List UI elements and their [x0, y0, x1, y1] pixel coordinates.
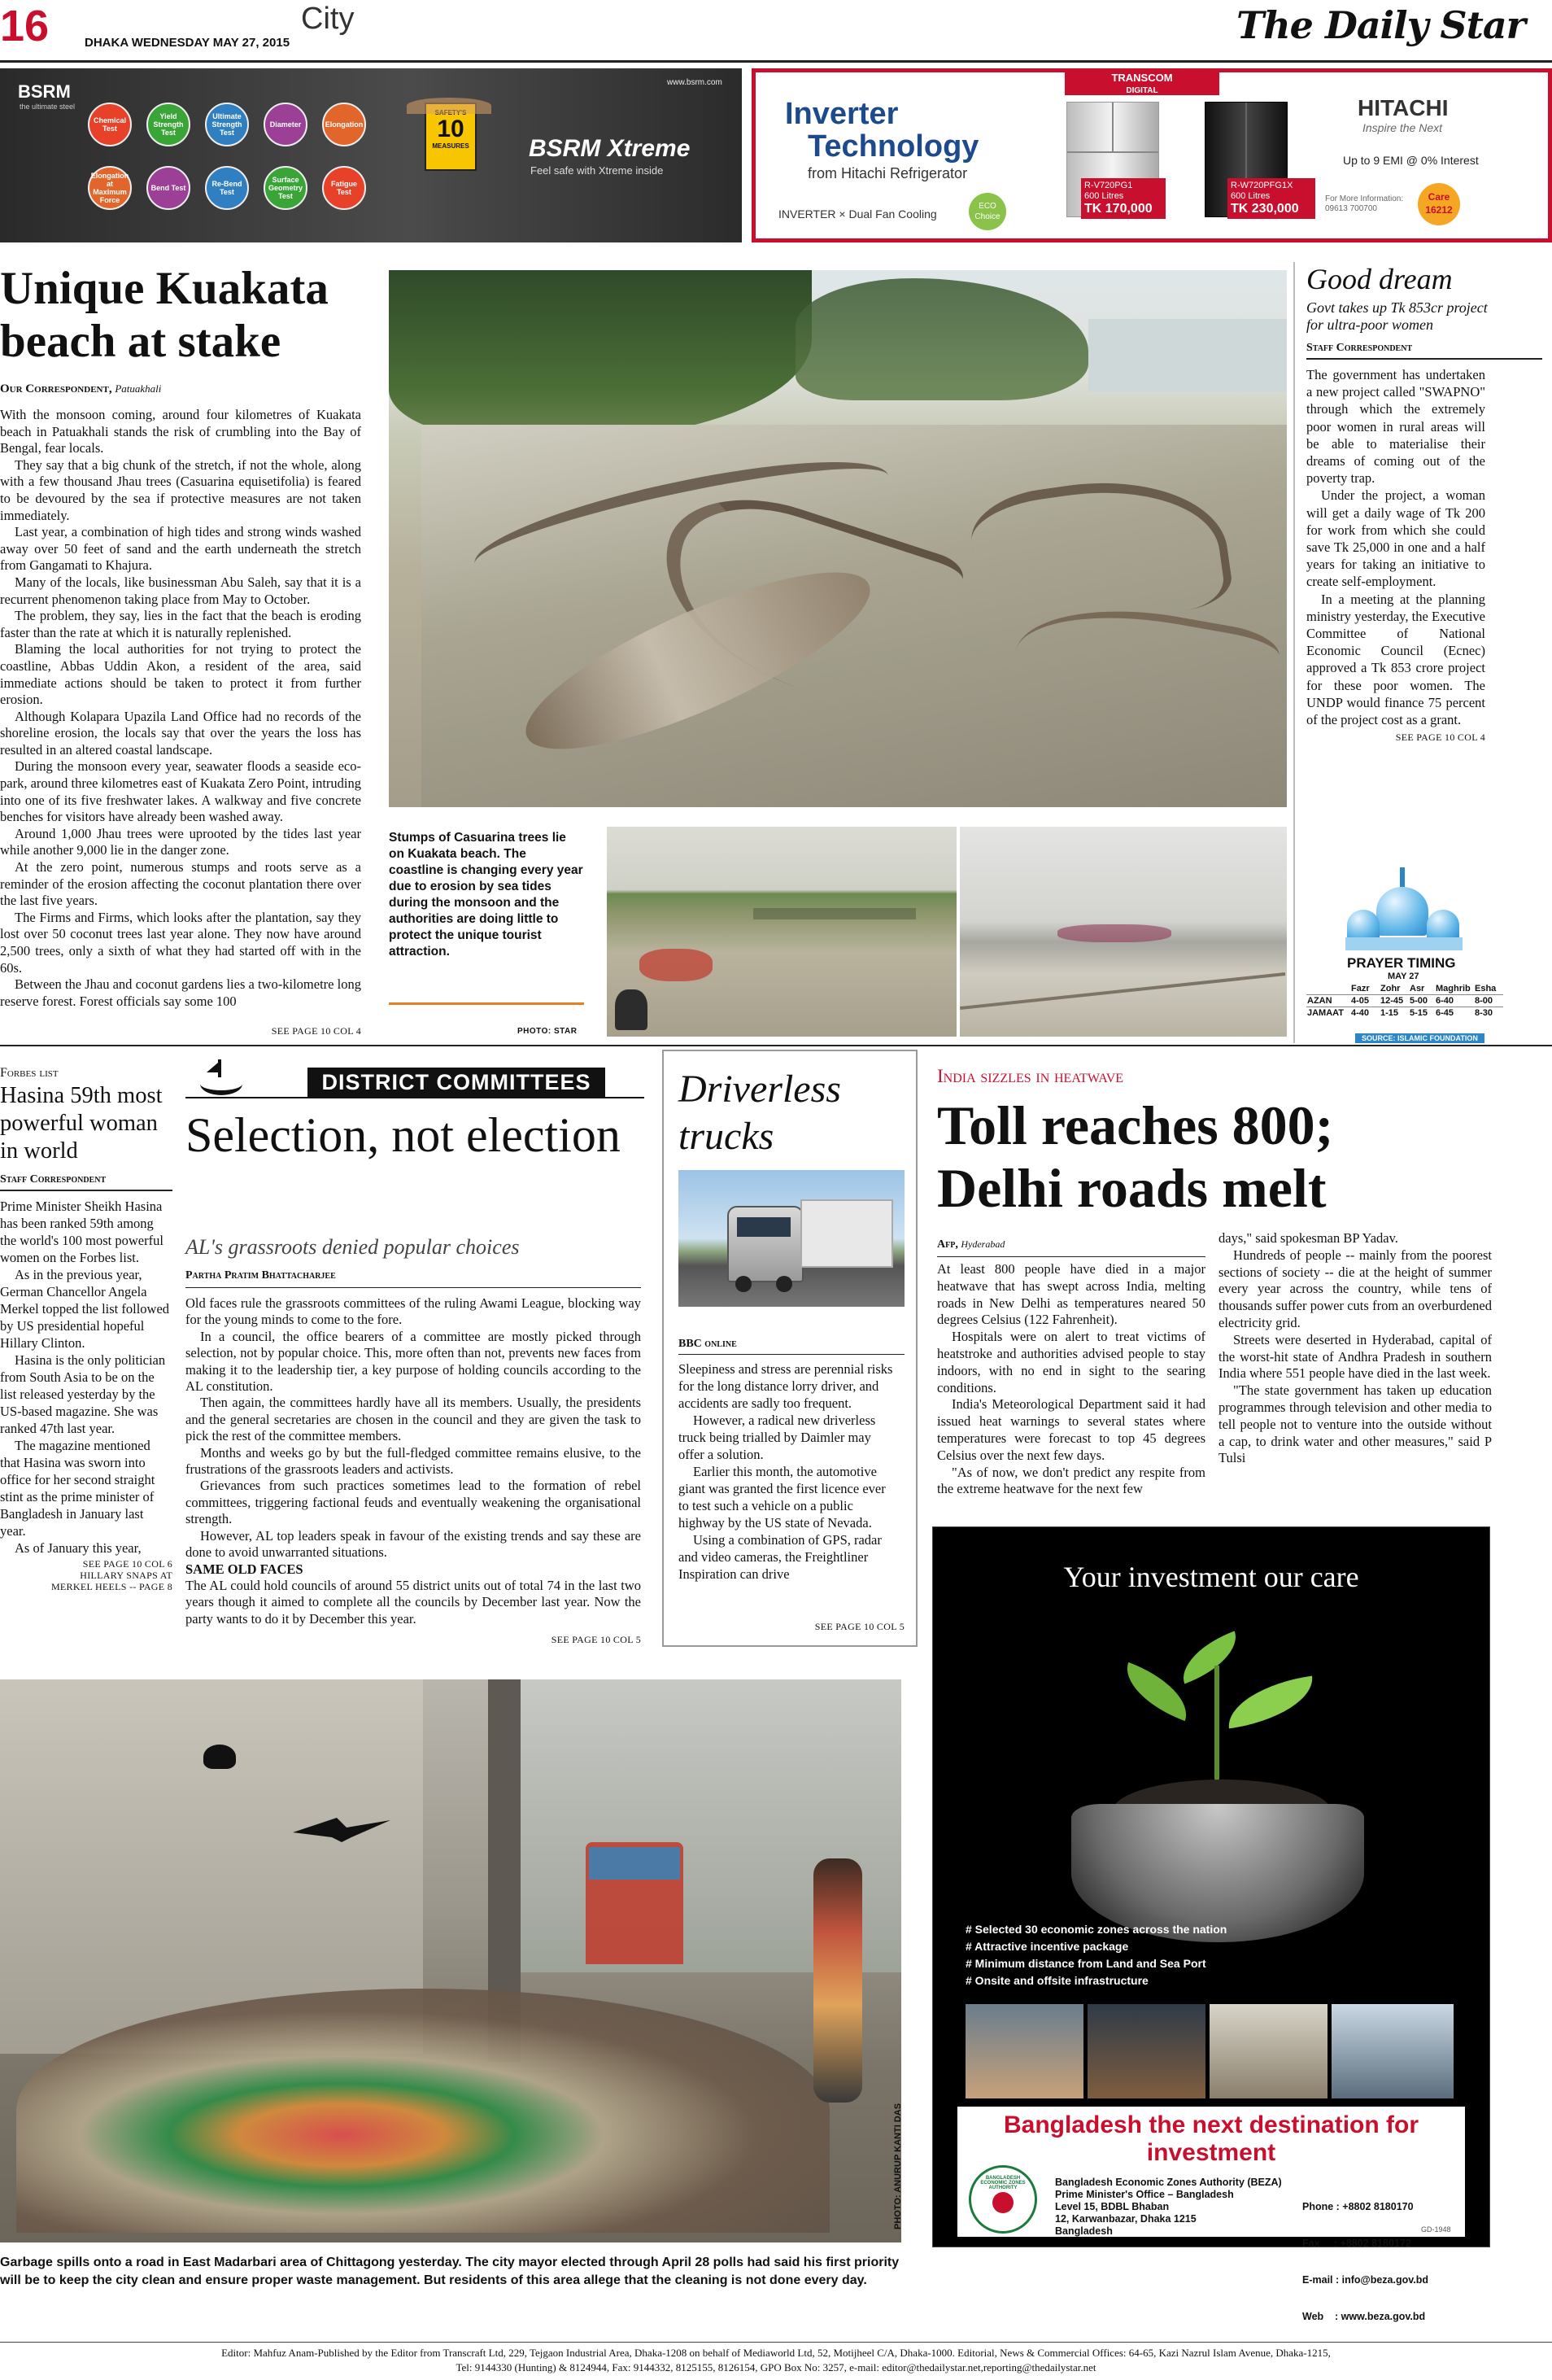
prayer-time: 8-00: [1475, 996, 1493, 1006]
garbage-caption: Garbage spills onto a road in East Madarbari area of Chittagong yesterday. The city mayor elected through April 28 polls had said his first priority will be to keep the city clean and ensure proper waste management. But residents of this area allege that the cleaning is not done every day.: [0, 2256, 900, 2287]
model2-name: R-W720PFG1X: [1231, 181, 1293, 190]
trucks-byline: BBC online: [678, 1338, 737, 1350]
committees-body: [185, 1295, 641, 1627]
prayer-time: 6-40: [1436, 996, 1454, 1006]
prayer-header: Maghrib: [1436, 984, 1471, 993]
committees-deck: AL's grassroots denied popular choices: [185, 1235, 520, 1259]
transcom-sub: DIGITAL: [1126, 86, 1158, 95]
prayer-time: 5-00: [1410, 996, 1428, 1006]
heatwave-para: Streets were deserted in Hyderabad, capital of the worst-hit state of Andhra Pradesh in southern India where 551 people have died in the last week.: [1218, 1331, 1492, 1382]
price-tag-2: [1227, 178, 1315, 219]
committees-para: Old faces rule the grassroots committees of the ruling Awami League, blocking way for the young minds to come to the fore.: [185, 1295, 641, 1328]
trucks-para: Using a combination of GPS, radar and video cameras, the Freightliner Inspiration can drive: [678, 1532, 882, 1582]
committees-see-page[interactable]: SEE PAGE 10 COL 5: [551, 1634, 641, 1645]
good-dream-para: The government has undertaken a new project called "SWAPNO" through which the extremely poor women in rural areas will be able to materialise their dreams of coming out of the poverty trap.: [1306, 367, 1485, 487]
bsrm-tagline: Feel safe with Xtreme inside: [530, 164, 664, 177]
footer-rule: [0, 2342, 1552, 2343]
kuakata-headline: [0, 262, 374, 368]
bsrm-test-badge: Fatigue Test: [322, 166, 366, 210]
safety-number: 10: [437, 116, 464, 142]
committees-para-last: The AL could hold councils of around 55 district units out of total 74 in the last two years though it aimed to complete all the councils by December last year. Now the party wants to do it by December this year.: [185, 1577, 641, 1627]
beza-org-line: Bangladesh: [1055, 2225, 1113, 2237]
heatwave-byline-agency: Afp,: [937, 1238, 958, 1251]
good-dream-byline: Staff Correspondent: [1306, 342, 1413, 354]
heatwave-para: At least 800 people have died in a major heatwave that has swept across India, melting roads in New Delhi as temperatures neared 50 degrees Celsius (122 Fahrenheit).: [937, 1261, 1205, 1328]
beza-contact-line: Phone : +8802 8180170: [1302, 2201, 1414, 2212]
hitachi-brand: HITACHI: [1358, 95, 1449, 120]
beza-org-line: 12, Karwanbazar, Dhaka 1215: [1055, 2213, 1197, 2225]
kuakata-byline-author: Our Correspondent,: [0, 382, 112, 395]
beza-tagline: Bangladesh the next destination for investment: [1003, 2111, 1419, 2166]
paper-logo: The Daily Star: [1236, 3, 1525, 47]
hitachi-info: For More Information: 09613 700700: [1325, 194, 1404, 213]
crow-icon: [203, 1745, 236, 1769]
kuakata-para: During the monsoon every year, seawater floods a seaside eco-park, around three kilometres east of Kuakata Zero Point, intruding into one of its five freshwater lakes. A walkway and five concrete benches for visitors have already been washed away.: [0, 758, 361, 825]
safety-line2: MEASURES: [432, 142, 469, 150]
prayer-title: PRAYER TIMING: [1347, 955, 1456, 971]
hasina-see-page[interactable]: [0, 1558, 172, 1592]
bsrm-url: www.bsrm.com: [667, 78, 722, 87]
beza-org-line: Bangladesh Economic Zones Authority (BEZA): [1055, 2177, 1282, 2188]
bsrm-logo: BSRM: [18, 81, 71, 102]
caption-underline: [389, 1002, 584, 1005]
prayer-header: Fazr: [1351, 984, 1370, 993]
committees-para: Grievances from such practices sometimes lead to the formation of rebel committees, triggering factional feuds and eventually weakening the organisational strength.: [185, 1478, 641, 1527]
committees-headline: Selection, not election: [185, 1108, 621, 1162]
kuakata-para: Many of the locals, like businessman Abu Saleh, say that it is a recurrent phenomenon taking place from May to October.: [0, 574, 361, 607]
care-badge: Care 16212: [1418, 183, 1460, 225]
hasina-see-page-3: MERKEL HEELS -- PAGE 8: [50, 1581, 172, 1592]
heatwave-para: Hundreds of people -- mainly from the poorest sections of society -- die at the height of summer every year across the country, while tens of thousands suffer power cuts from an overburdened electricity grid.: [1218, 1247, 1492, 1330]
prayer-table: [1306, 983, 1503, 1019]
model2-price: TK 230,000: [1231, 202, 1299, 216]
beza-contact-line: Fax : +8802 8180172: [1302, 2238, 1411, 2249]
kuakata-para: The Firms and Firms, which looks after the plantation, say they lost over 50 coconut trees last year alone. They now have around 2,500 trees, only a sixth of what they had started off with in the 60s.: [0, 909, 361, 976]
good-dream-see-page[interactable]: SEE PAGE 10 COL 4: [1395, 731, 1485, 744]
committees-banner: DISTRICT COMMITTEES: [307, 1068, 605, 1097]
beza-bottom-panel: [957, 2107, 1465, 2322]
hasina-headline: Hasina 59th most powerful woman in world: [0, 1083, 163, 1164]
beza-bullets: [966, 1921, 1227, 1989]
bsrm-badges-row2: [88, 166, 381, 223]
trucks-body: [678, 1360, 898, 1583]
good-dream-para: Under the project, a woman will get a daily wage of Tk 200 for work from which she could save Tk 25,000 in one and a half years for taking an initiative to create self-employment.: [1306, 487, 1485, 590]
section-label: City: [301, 2, 355, 36]
trucks-headline: Driverless trucks: [678, 1068, 841, 1158]
beza-bullet: # Selected 30 economic zones across the nation: [966, 1923, 1227, 1936]
beza-org: [1055, 2177, 1282, 2238]
mosque-icon: [1345, 862, 1467, 952]
kuakata-see-page[interactable]: SEE PAGE 10 COL 4: [271, 1025, 361, 1037]
transcom-logo: [1065, 71, 1219, 95]
transcom-name: TRANSCOM: [1111, 72, 1173, 84]
good-dream-box: [1306, 262, 1552, 832]
heatwave-col-1: [937, 1261, 1205, 1498]
kuakata-photo-credit: PHOTO: STAR: [517, 1027, 578, 1036]
kuakata-para: Blaming the local authorities for not trying to protect the coastline, Abbas Uddin Akon, a resident of the area, said immediate actions should be taken to protect it from further erosion.: [0, 641, 361, 708]
section-divider: [0, 1045, 1552, 1046]
prayer-time: 4-05: [1351, 996, 1370, 1006]
footer-line-2: Tel: 9144330 (Hunting) & 8124944, Fax: 9144332, 8125155, 8126154, GPO Box No: 3257, e-mail: editor@thedailystar.net,reporting@thedailystar.net: [456, 2361, 1096, 2373]
truck-photo: [678, 1170, 905, 1307]
beza-contact-line: E-mail : info@beza.gov.bd: [1302, 2274, 1429, 2286]
bsrm-test-badge: Bend Test: [146, 166, 190, 210]
inverter-sub: from Hitachi Refrigerator: [808, 165, 968, 181]
trucks-para: Earlier this month, the automotive giant was granted the first licence ever to test such a vehicle on a public highway by the US state of Nevada.: [678, 1464, 886, 1531]
bsrm-test-badge: Yield Strength Test: [146, 103, 190, 146]
beza-code: GD-1948: [1421, 2225, 1451, 2234]
heatwave-story: [937, 1066, 1552, 1497]
kuakata-para: They say that a big chunk of the stretch, if not the whole, along with a few thousand Jhau trees (Casuarina equisetifolia) is feared to be devoured by the sea if protective measures are not taken immediately.: [0, 456, 361, 523]
kuakata-headline-2: beach at stake: [0, 316, 281, 367]
prayer-row: [1306, 1007, 1503, 1020]
garbage-photo-credit: PHOTO: ANURUP KANTI DAS: [893, 2103, 903, 2229]
dateline: DHAKA WEDNESDAY MAY 27, 2015: [85, 36, 290, 50]
prayer-date: MAY 27: [1388, 972, 1419, 981]
good-dream-para: In a meeting at the planning ministry yesterday, the Executive Committee of National Economic Council (Ecnec) approved a Tk 853 crore project for these poor women. The UNDP would finance 75 percent of the project cost as a grant.: [1306, 591, 1485, 728]
good-dream-deck: Govt takes up Tk 853cr project for ultra-poor women: [1306, 299, 1488, 333]
beza-photo-strip: [966, 2004, 1454, 2098]
committees-para: However, AL top leaders speak in favour of the existing trends and say these are done to avoid unwarranted situations.: [185, 1527, 641, 1561]
trucks-see-page[interactable]: SEE PAGE 10 COL 5: [814, 1621, 905, 1632]
kuakata-body: [0, 407, 361, 1025]
garbage-photo: [0, 1679, 901, 2242]
heatwave-para: Hospitals were on alert to treat victims of heatstroke and authorities advised people to stay indoors, with no end in sight to the searing conditions.: [937, 1329, 1205, 1395]
kuakata-para: Between the Jhau and coconut gardens lies a two-kilometre long reserve forest. Forest officials say some 100: [0, 976, 361, 1009]
beach-shore-photo: [960, 827, 1287, 1037]
kuakata-para: Around 1,000 Jhau trees were uprooted by the tides last year while another 9,000 lie in the danger zone.: [0, 825, 361, 858]
prayer-source: SOURCE: ISLAMIC FOUNDATION: [1355, 1033, 1484, 1043]
prayer-row-label: JAMAAT: [1307, 1008, 1345, 1018]
model2-capacity: 600 Litres: [1231, 191, 1271, 201]
kuakata-caption: Stumps of Casuarina trees lie on Kuakata beach. The coastline is changing every year due to erosion by sea tides during the monsoon and the authorities are doing little to protect the unique tourist attraction.: [389, 831, 583, 959]
good-dream-body: [1306, 366, 1485, 728]
prayer-header: Asr: [1410, 984, 1425, 993]
kuakata-para: The problem, they say, lies in the fact that the beach is eroding faster than the rate at which it is naturally replenished.: [0, 608, 361, 640]
bsrm-test-badge: Ultimate Strength Test: [205, 103, 249, 146]
hasina-para: As of January this year,: [15, 1540, 142, 1556]
trucks-box: [662, 1050, 918, 1647]
hasina-para: The magazine mentioned that Hasina was sworn into office for her second straight stint as the prime minister of Bangladesh in January last year.: [0, 1438, 155, 1539]
committees-subhead: SAME OLD FACES: [185, 1561, 303, 1577]
kuakata-headline-1: Unique Kuakata: [0, 263, 329, 314]
heatwave-byline: [937, 1238, 1005, 1251]
good-dream-headline: Good dream: [1306, 263, 1453, 295]
hasina-para: As in the previous year, German Chancellor Angela Merkel topped the list followed by US presidential hopeful Hillary Clinton.: [0, 1267, 170, 1351]
prayer-header: Zohr: [1380, 984, 1401, 993]
heatwave-para: India's Meteorological Department said it had issued heat warnings to several states where temperatures were forecast to top 45 degrees Celsius over the next few days.: [937, 1396, 1205, 1463]
kuakata-byline-place: Patuakhali: [115, 382, 162, 395]
price-tag-1: [1081, 178, 1166, 219]
hitachi-emi: Up to 9 EMI @ 0% Interest: [1343, 154, 1479, 167]
beza-bullet: # Minimum distance from Land and Sea Port: [966, 1957, 1206, 1970]
heatwave-para: days," said spokesman BP Yadav.: [1218, 1230, 1398, 1246]
bsrm-logo-sub: the ultimate steel: [20, 103, 76, 111]
trucks-para: However, a radical new driverless truck being trialled by Daimler may offer a solution.: [678, 1413, 876, 1462]
heatwave-headline-1: Toll reaches 800;: [937, 1094, 1334, 1156]
bsrm-test-badge: Re-Bend Test: [205, 166, 249, 210]
committees-byline: Partha Pratim Bhattacharjee: [185, 1269, 336, 1282]
prayer-header: Esha: [1475, 984, 1497, 993]
committees-para: Then again, the committees hardly have all its members. Usually, the presidents and the general secretaries are chosen in the council and they are given the task to pick the rest of the committee members.: [185, 1395, 641, 1444]
committees-para: In a council, the office bearers of a committee are mostly picked through selection, not by popular choice. This, more often than not, prevents new faces from making it to the leadership tier, a key purpose of holding councils according to the AL constitution.: [185, 1328, 641, 1395]
hasina-body: [0, 1198, 172, 1557]
hasina-see-page-1: SEE PAGE 10 COL 6: [82, 1558, 172, 1570]
heatwave-byline-place: Hyderabad: [961, 1238, 1005, 1250]
hasina-para: Hasina is the only politician from South Asia to be on the list released yesterday by the US-based magazine. She was ranked 47th last year.: [0, 1352, 166, 1436]
bsrm-test-badge: Diameter: [264, 103, 307, 146]
plant-in-hands-icon: [1055, 1617, 1380, 1959]
bsrm-badges-row1: [88, 103, 381, 159]
kuakata-para: With the monsoon coming, around four kilometres of Kuakata beach in Patuakhali stands the risk of crumbling into the Bay of Bengal, fear locals.: [0, 407, 361, 456]
beza-contact: [1302, 2177, 1428, 2347]
trucks-para: Sleepiness and stress are perennial risks for the long distance lorry driver, and accidents are sadly too frequent.: [678, 1361, 893, 1411]
hasina-para: Prime Minister Sheikh Hasina has been ranked 59th among the world's 100 most powerful women on the Forbes list.: [0, 1199, 163, 1265]
kuakata-para: Last year, a combination of high tides and strong winds washed away over 50 feet of sand and the earth underneath the stretch from Gangamati to Khajura.: [0, 524, 361, 574]
bsrm-test-badge: Surface Geometry Test: [264, 166, 307, 210]
beza-headline: Your investment our care: [1063, 1561, 1359, 1593]
hasina-story: [0, 1066, 172, 1652]
heatwave-headline-2: Delhi roads melt: [937, 1157, 1327, 1219]
prayer-row: [1306, 995, 1503, 1007]
kuakata-para: Although Kolapara Upazila Land Office had no records of the shoreline erosion, the locals say that over the years the loss has resulted in an altered coastal landscape.: [0, 708, 361, 758]
ad-hitachi[interactable]: [752, 68, 1552, 242]
beza-org-line: Level 15, BDBL Bhaban: [1055, 2201, 1170, 2212]
hasina-byline: Staff Correspondent: [0, 1173, 107, 1186]
prayer-time: 4-40: [1351, 1008, 1370, 1018]
inverter-headline-2: Technology: [808, 129, 979, 164]
bsrm-test-badge: Chemical Test: [88, 103, 132, 146]
prayer-timing: [1306, 862, 1552, 1058]
beza-bullet: # Onsite and offsite infrastructure: [966, 1974, 1149, 1987]
prayer-row-label: AZAN: [1307, 996, 1332, 1006]
masthead-rule: [0, 60, 1552, 63]
model1-name: R-V720PG1: [1084, 181, 1133, 190]
boat-icon: [200, 1072, 242, 1095]
beach-crowd-photo: [607, 827, 957, 1037]
beza-org-line: Prime Minister's Office – Bangladesh: [1055, 2189, 1234, 2200]
hasina-see-page-2: HILLARY SNAPS AT: [80, 1570, 172, 1581]
heatwave-para: "The state government has taken up education programmes through television and other media to tell people not to venture into the outside without a cap, to drink water and other measures," said P Tulsi: [1218, 1382, 1492, 1466]
photo-frame-rule: [1293, 262, 1295, 1043]
kuakata-byline: [0, 382, 161, 396]
bsrm-test-badge: Elongation: [322, 103, 366, 146]
beza-seal: [969, 2165, 1037, 2234]
page-number: 16: [0, 2, 50, 50]
heatwave-para: "As of now, we don't predict any respite from the extreme heatwave for the next few: [937, 1464, 1205, 1497]
beza-contact-line: Web : www.beza.gov.bd: [1302, 2311, 1426, 2322]
model1-capacity: 600 Litres: [1084, 191, 1124, 201]
committees-story: [185, 1066, 644, 1652]
ad-bsrm[interactable]: [0, 68, 742, 242]
inverter-feature: INVERTER × Dual Fan Cooling: [778, 207, 937, 221]
hitachi-tagline: Inspire the Next: [1362, 121, 1443, 134]
ad-beza[interactable]: [932, 1526, 1490, 2322]
heatwave-kicker: India sizzles in heatwave: [937, 1066, 1124, 1086]
kuakata-para: At the zero point, numerous stumps and roots serve as a reminder of the erosion affecting the coconut plantation there over the last five years.: [0, 859, 361, 909]
kuakata-beach-photo: [389, 270, 1287, 807]
committees-para: Months and weeks go by but the full-fledged committee remains elusive, to the frustrations of the grassroots leaders and activists.: [185, 1444, 641, 1478]
prayer-header-row: [1306, 983, 1503, 995]
prayer-time: 12-45: [1380, 996, 1404, 1006]
eco-choice-badge: ECO Choice: [969, 193, 1006, 230]
hands-icon: [407, 98, 491, 114]
heatwave-col-2: [1218, 1230, 1492, 1467]
beza-seal-text: BANGLADESH ECONOMIC ZONES AUTHORITY: [980, 2176, 1026, 2190]
model1-price: TK 170,000: [1084, 202, 1153, 216]
hasina-kicker: Forbes list: [0, 1066, 59, 1080]
bsrm-test-badge: Elongation at Maximum Force: [88, 166, 132, 210]
beza-bullet: # Attractive incentive package: [966, 1940, 1129, 1953]
inverter-headline-1: Inverter: [785, 97, 899, 131]
prayer-time: 6-45: [1436, 1008, 1454, 1018]
prayer-time: 8-30: [1475, 1008, 1493, 1018]
prayer-time: 1-15: [1380, 1008, 1399, 1018]
footer-line-1: Editor: Mahfuz Anam-Published by the Editor from Transcraft Ltd, 229, Tejgaon Industrial Area, Dhaka-1208 on behalf of Mediaworld Ltd, 52, Motijheel C/A, Dhaka-1000. Editorial, News & Commercial Offices: 64-65, Kazi Nazrul Islam Avenue, Dhaka-1215,: [221, 2347, 1331, 2359]
bsrm-brand: BSRM Xtreme: [529, 135, 691, 162]
prayer-time: 5-15: [1410, 1008, 1428, 1018]
